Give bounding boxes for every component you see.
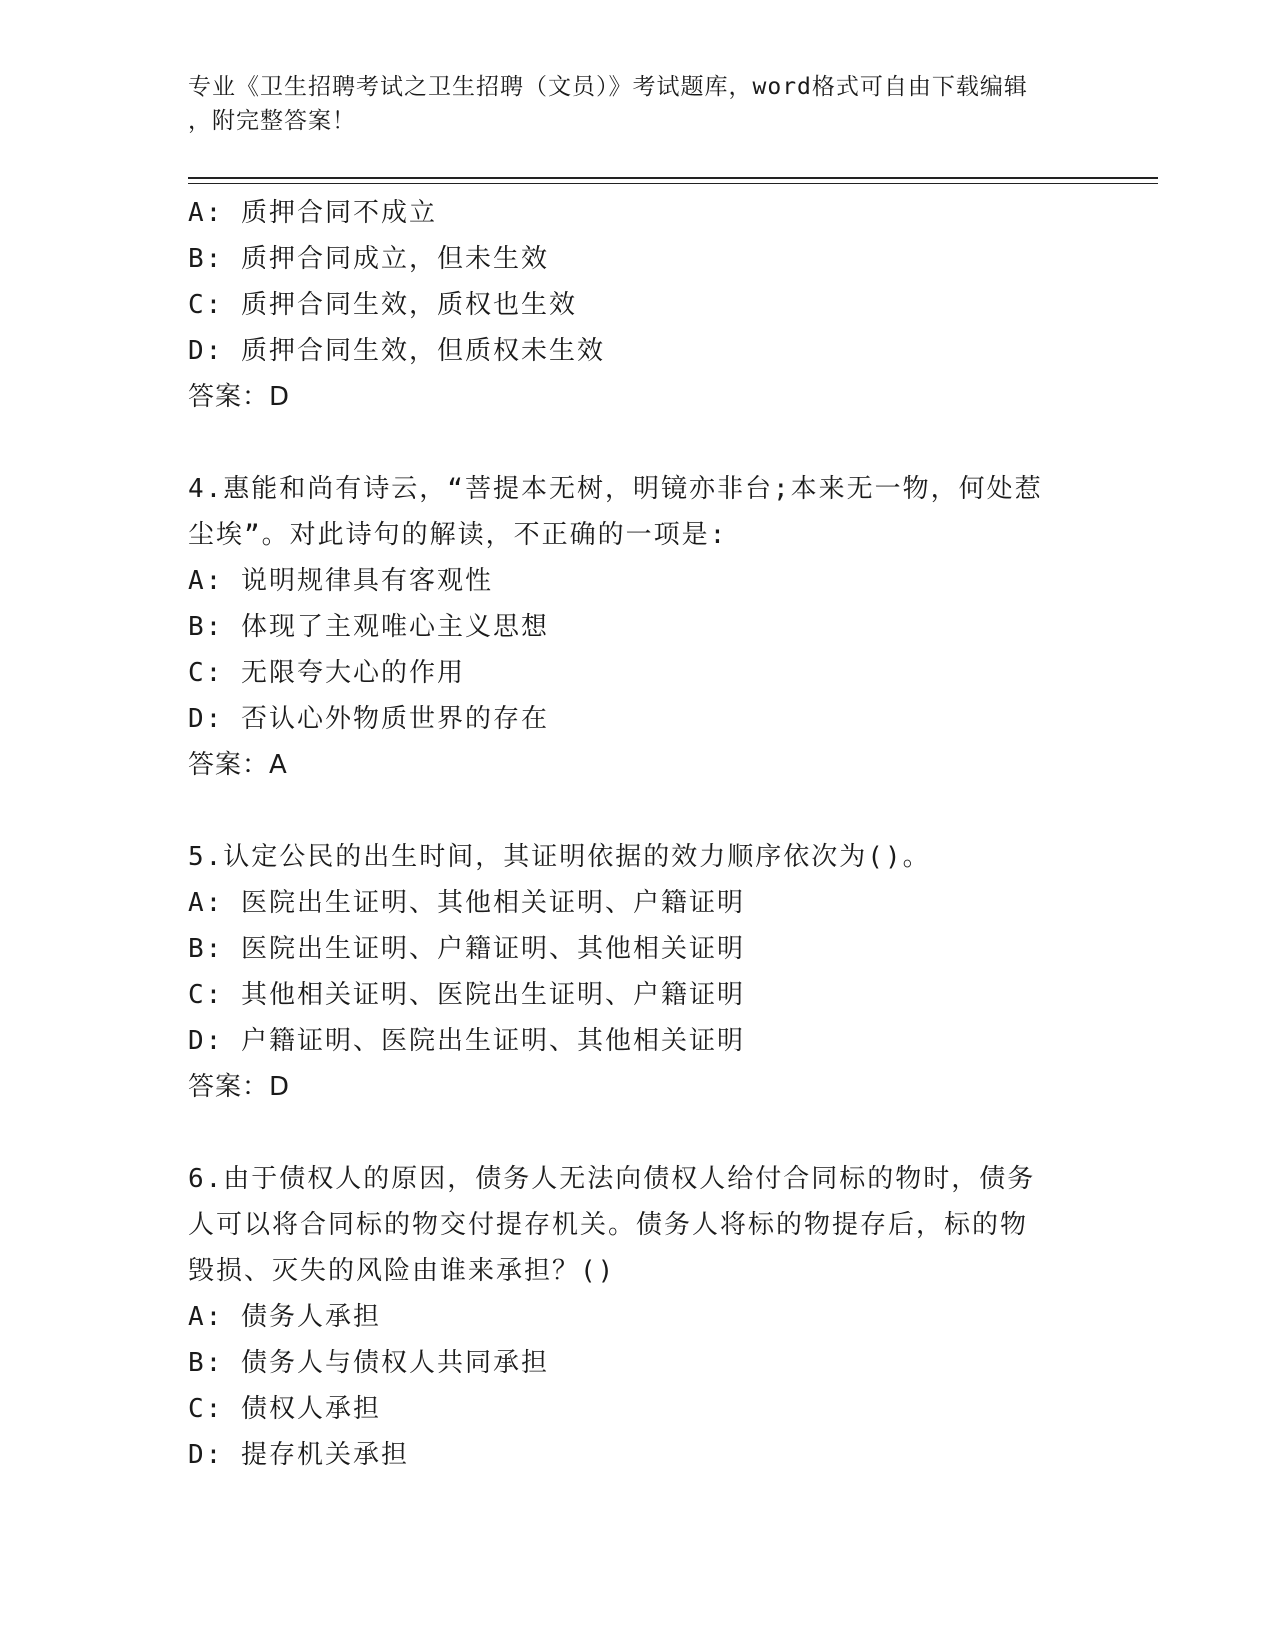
header-line-1: 专业《卫生招聘考试之卫生招聘（文员）》考试题库，word格式可自由下载编辑 — [188, 74, 1028, 100]
option-b: B: 债务人与债权人共同承担 — [188, 1348, 549, 1378]
answer-line: 答案：D — [188, 1072, 291, 1102]
option-a: A: 说明规律具有客观性 — [188, 566, 493, 596]
option-c: C: 债权人承担 — [188, 1394, 381, 1424]
question-stem-line: 4.惠能和尚有诗云，“菩提本无树，明镜亦非台;本来无一物，何处惹 — [188, 474, 1043, 504]
question-list — [188, 190, 1088, 1478]
option-c: C: 其他相关证明、医院出生证明、户籍证明 — [188, 980, 745, 1010]
question-block — [188, 190, 1088, 420]
option-b: B: 医院出生证明、户籍证明、其他相关证明 — [188, 934, 745, 964]
question-stem-line: 人可以将合同标的物交付提存机关。债务人将标的物提存后，标的物 — [188, 1210, 1029, 1240]
question-block — [188, 466, 1088, 788]
option-d: D: 提存机关承担 — [188, 1440, 409, 1470]
question-block — [188, 834, 1088, 1110]
question-stem-line: 尘埃”。对此诗句的解读，不正确的一项是: — [188, 520, 728, 550]
page-header — [188, 70, 1088, 138]
question-stem-line: 毁损、灭失的风险由谁来承担？() — [188, 1256, 616, 1286]
question-stem-line: 5.认定公民的出生时间，其证明依据的效力顺序依次为()。 — [188, 842, 931, 872]
answer-line: 答案：D — [188, 382, 291, 412]
header-line-2: ，附完整答案！ — [188, 108, 356, 134]
option-c: C: 无限夸大心的作用 — [188, 658, 465, 688]
header-divider-thin — [188, 183, 1158, 184]
question-block — [188, 1156, 1088, 1478]
option-b: B: 体现了主观唯心主义思想 — [188, 612, 549, 642]
question-stem-line: 6.由于债权人的原因，债务人无法向债权人给付合同标的物时，债务 — [188, 1164, 1036, 1194]
option-a: A: 质押合同不成立 — [188, 198, 437, 228]
option-d: D: 户籍证明、医院出生证明、其他相关证明 — [188, 1026, 745, 1056]
header-divider-thick — [188, 177, 1158, 179]
option-a: A: 医院出生证明、其他相关证明、户籍证明 — [188, 888, 745, 918]
option-b: B: 质押合同成立，但未生效 — [188, 244, 549, 274]
answer-line: 答案：A — [188, 750, 288, 780]
option-c: C: 质押合同生效，质权也生效 — [188, 290, 577, 320]
option-a: A: 债务人承担 — [188, 1302, 381, 1332]
option-d: D: 质押合同生效，但质权未生效 — [188, 336, 605, 366]
option-d: D: 否认心外物质世界的存在 — [188, 704, 549, 734]
